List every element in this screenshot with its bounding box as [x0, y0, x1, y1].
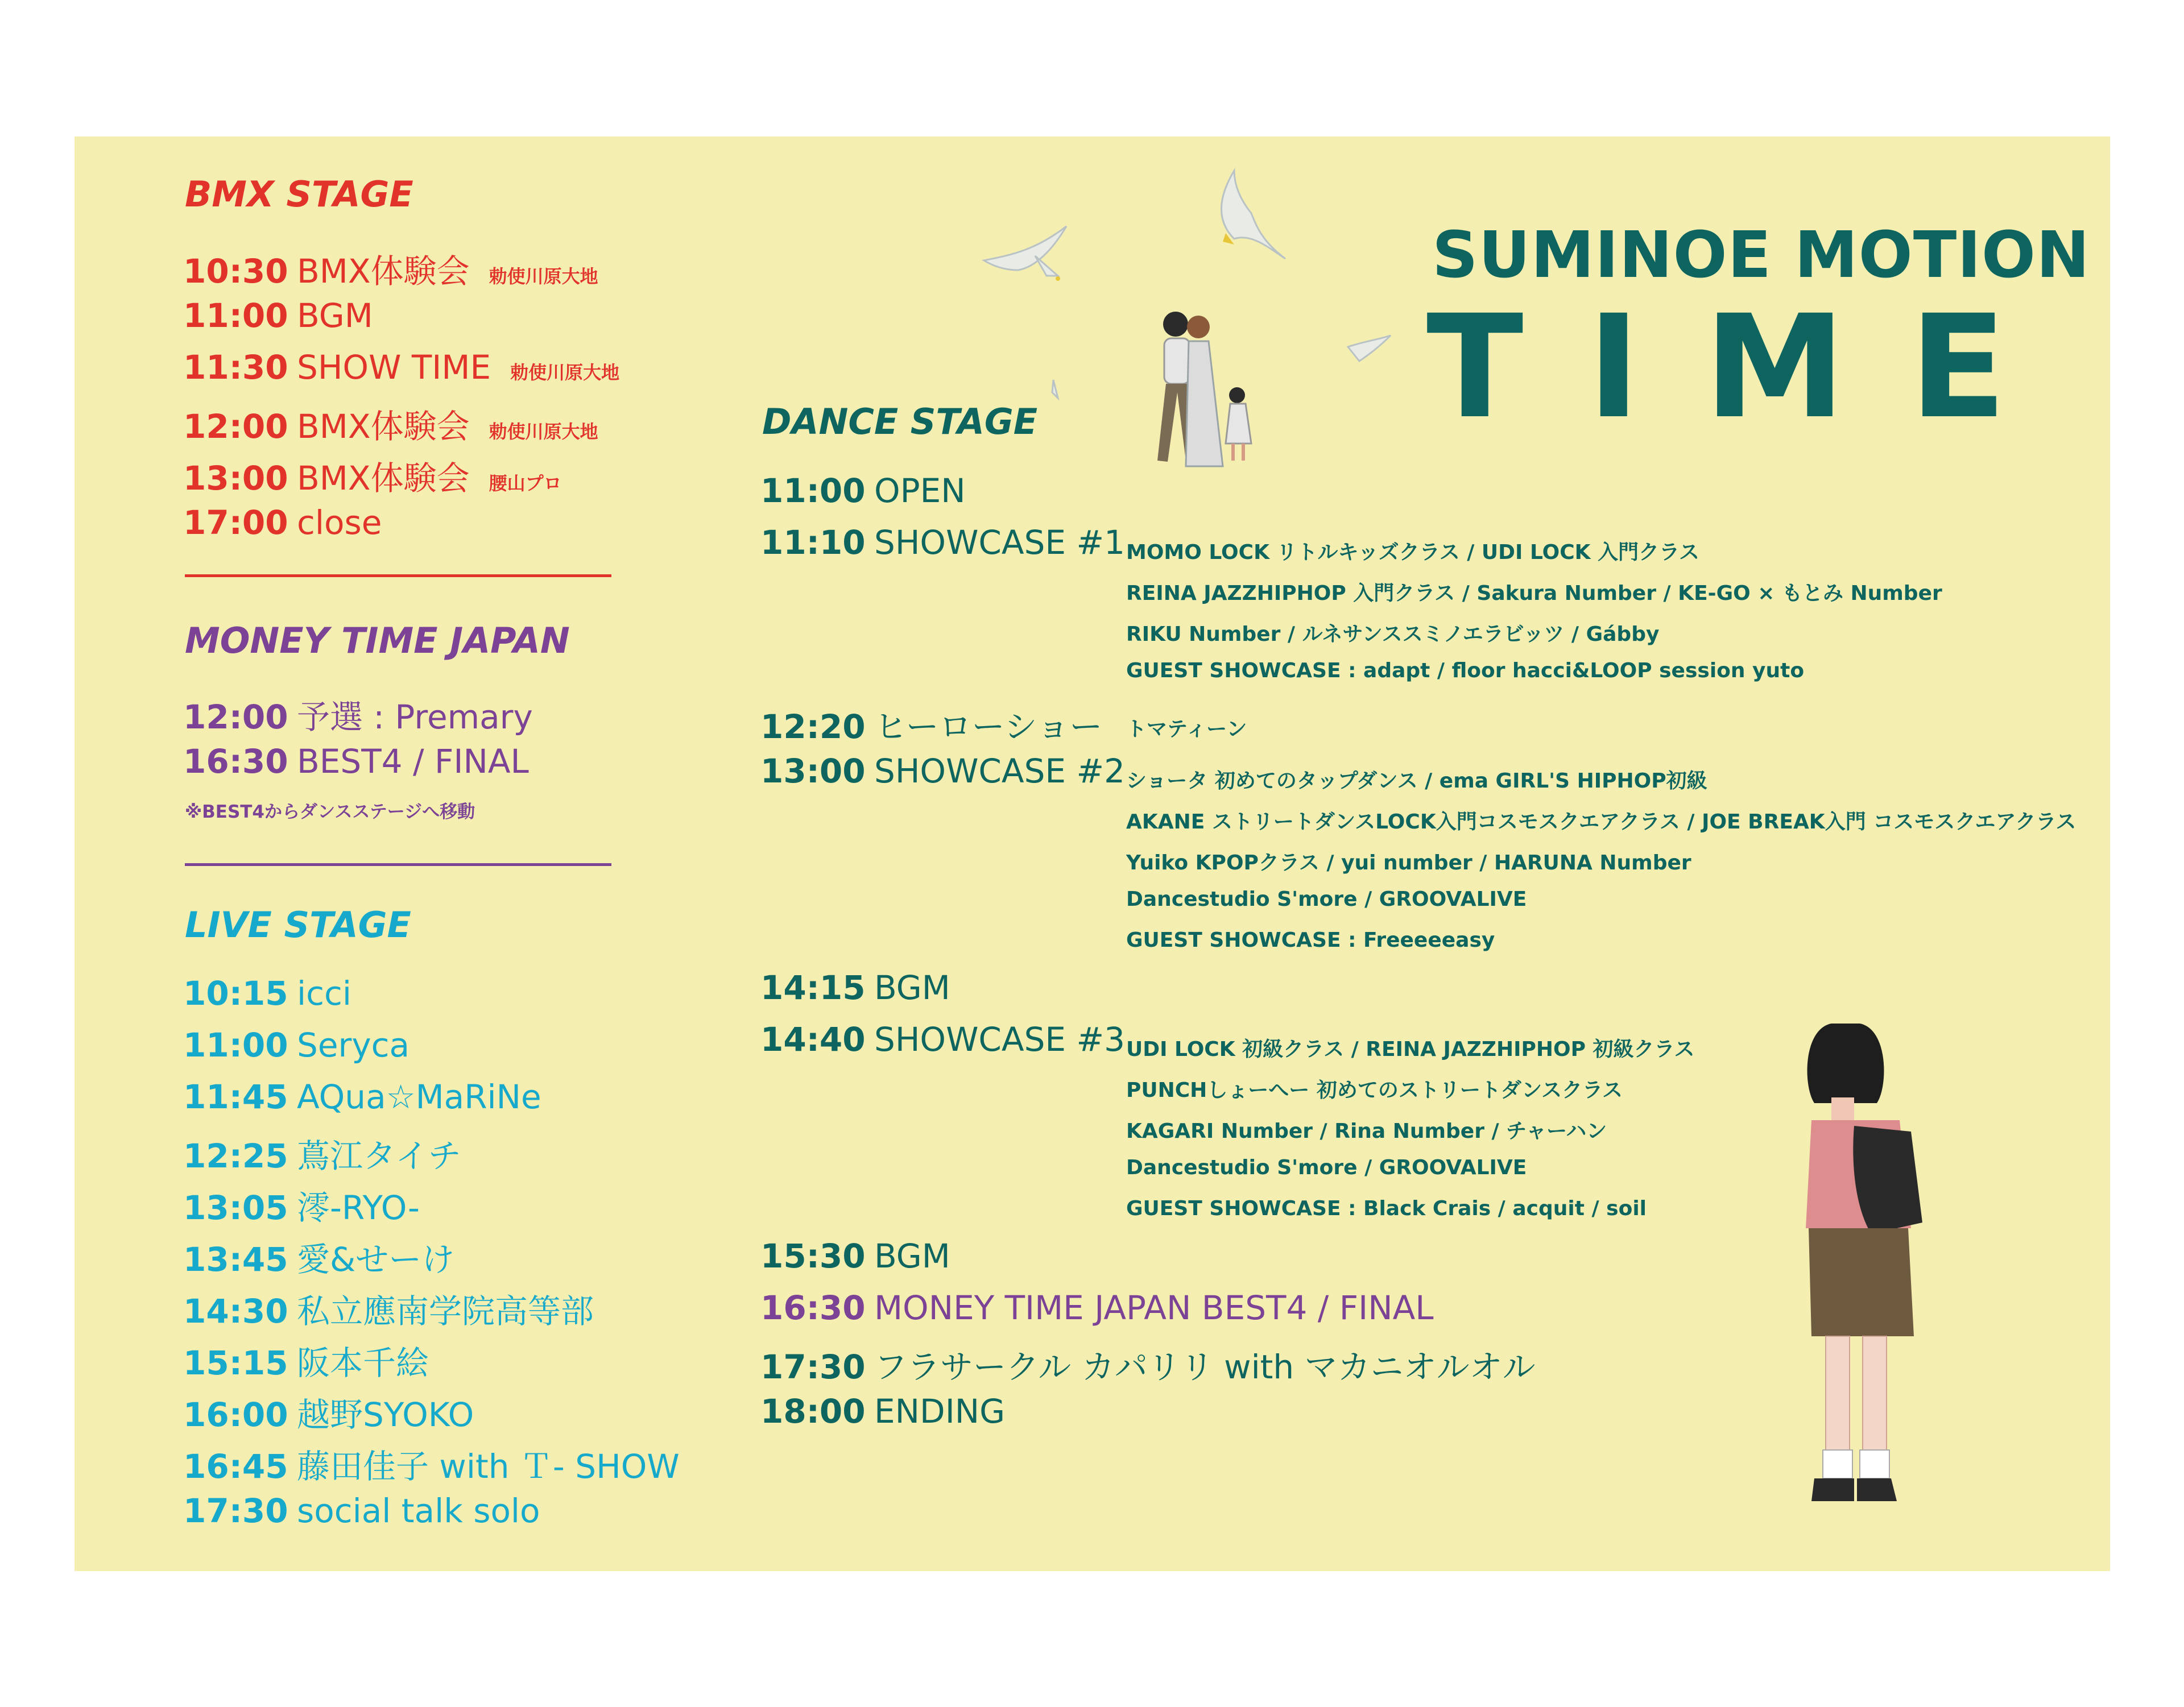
live-act: 藤田佳子 with Ｔ- SHOW: [297, 1447, 680, 1486]
live-row: [183, 1440, 680, 1488]
money-time: 16:30: [183, 742, 288, 781]
showcase3-detail: KAGARI Number / Rina Number / チャーハン: [1126, 1120, 1607, 1143]
bmx-row: [183, 451, 562, 499]
bmx-item: BMX体験会: [297, 459, 470, 498]
money-row: [183, 690, 533, 738]
dance-row: [760, 1237, 950, 1275]
girl-illustration: [1792, 1018, 1951, 1530]
dance-item: SHOWCASE #3: [874, 1020, 1126, 1059]
family-illustration: [1135, 307, 1271, 478]
showcase1-guest: GUEST SHOWCASE : adapt / floor hacci&LOOP session yuto: [1126, 659, 1805, 682]
bmx-row: [183, 348, 619, 387]
bmx-time: 13:00: [183, 459, 288, 498]
dance-time: 12:20: [760, 707, 866, 746]
dance-row-money-final: [760, 1288, 1434, 1327]
dance-time: 18:00: [760, 1392, 866, 1431]
time-letter-m: M: [1704, 284, 1846, 450]
dance-item: ENDING: [874, 1392, 1006, 1431]
live-act: 澪-RYO-: [297, 1188, 420, 1227]
bmx-row: [183, 296, 392, 335]
money-row: [183, 742, 529, 781]
live-time: 13:05: [183, 1188, 288, 1227]
money-item: BEST4 / FINAL: [297, 742, 529, 781]
dance-row: [760, 523, 1125, 562]
live-time: 11:00: [183, 1026, 288, 1064]
bird-icon: [1348, 335, 1391, 361]
showcase2-guest: GUEST SHOWCASE : Freeeeeasy: [1126, 929, 1495, 952]
bmx-item: BMX体験会: [297, 407, 470, 446]
live-row: [183, 1129, 461, 1177]
bmx-time: 11:00: [183, 296, 288, 335]
live-row: [183, 1026, 410, 1064]
bmx-item: SHOW TIME: [297, 348, 491, 387]
showcase2-detail: Dancestudio S'more / GROOVALIVE: [1126, 888, 1527, 911]
money-time-title: MONEY TIME JAPAN: [185, 620, 570, 661]
dance-row: [760, 1020, 1125, 1059]
dance-time: 17:30: [760, 1348, 866, 1386]
live-time: 12:25: [183, 1137, 288, 1175]
live-time: 16:45: [183, 1447, 288, 1486]
dance-item: BGM: [874, 1237, 950, 1275]
dance-time: 14:40: [760, 1020, 866, 1059]
dance-time: 16:30: [760, 1288, 866, 1327]
dance-row: [760, 968, 950, 1007]
showcase2-detail: AKANE ストリートダンスLOCK入門コスモスクエアクラス / JOE BREAK入門 コスモスクエアクラス: [1126, 810, 2077, 834]
dance-time: 11:10: [760, 523, 866, 562]
dance-time: 13:00: [760, 752, 866, 790]
bird-icon: [1052, 380, 1058, 398]
bmx-time: 17:00: [183, 503, 288, 542]
bmx-time: 12:00: [183, 407, 288, 446]
time-letter-t: T: [1426, 284, 1524, 450]
showcase1-detail: MOMO LOCK リトルキッズクラス / UDI LOCK 入門クラス: [1126, 541, 1699, 564]
bmx-row: [183, 245, 598, 292]
live-row: [183, 1336, 429, 1384]
showcase3-detail: UDI LOCK 初級クラス / REINA JAZZHIPHOP 初級クラス: [1126, 1038, 1695, 1061]
money-time: 12:00: [183, 698, 288, 736]
dance-time: 14:15: [760, 968, 866, 1007]
dance-item: SHOWCASE #1: [874, 523, 1126, 562]
live-act: 私立應南学院高等部: [297, 1292, 594, 1331]
live-time: 13:45: [183, 1240, 288, 1279]
money-item: 予選 : Premary: [297, 698, 533, 736]
bmx-venue: 腰山プロ: [489, 473, 562, 494]
live-act: Seryca: [297, 1026, 410, 1064]
dance-item: ヒーローショー: [874, 707, 1103, 746]
bmx-time: 10:30: [183, 252, 288, 291]
showcase2-detail: ショータ 初めてのタップダンス / ema GIRL'S HIPHOP初級: [1126, 769, 1707, 793]
live-row: [183, 1181, 420, 1229]
live-time: 10:15: [183, 974, 288, 1013]
bird-icon: [1222, 171, 1286, 259]
bmx-stage-title: BMX STAGE: [185, 173, 413, 215]
dance-item: BGM: [874, 968, 950, 1007]
showcase1-detail: REINA JAZZHIPHOP 入門クラス / Sakura Number / KE-GO × もとみ Number: [1126, 582, 1942, 605]
bmx-item: BGM: [297, 296, 373, 335]
dance-stage-title: DANCE STAGE: [762, 401, 1038, 442]
bird-icon: [984, 226, 1066, 281]
dance-row: [760, 700, 1102, 748]
time-heading: [1426, 284, 2007, 450]
bmx-row: [183, 400, 598, 448]
live-act: 蔦江タイチ: [297, 1137, 461, 1175]
bmx-time: 11:30: [183, 348, 288, 387]
live-time: 15:15: [183, 1344, 288, 1382]
live-row: [183, 974, 351, 1013]
dance-item: SHOWCASE #2: [874, 752, 1126, 790]
divider-red: [185, 574, 611, 577]
showcase3-detail: Dancestudio S'more / GROOVALIVE: [1126, 1156, 1527, 1179]
live-time: 14:30: [183, 1292, 288, 1331]
hero-show-aside: トマティーン: [1126, 718, 1247, 741]
dance-time: 11:00: [760, 471, 866, 510]
live-act: icci: [297, 974, 352, 1013]
dance-time: 15:30: [760, 1237, 866, 1275]
dance-row: [760, 1392, 1005, 1431]
live-act: 愛&せーけ: [297, 1240, 455, 1279]
dance-row: [760, 471, 966, 510]
showcase2-detail: Yuiko KPOPクラス / yui number / HARUNA Number: [1126, 851, 1691, 875]
dance-item: フラサークル カパリリ with マカニオルオル: [874, 1348, 1536, 1386]
live-stage-title: LIVE STAGE: [185, 904, 411, 946]
showcase3-detail: PUNCHしょーへー 初めてのストリートダンスクラス: [1126, 1079, 1623, 1102]
live-act: 阪本千絵: [297, 1344, 429, 1382]
dance-row: [760, 1340, 1536, 1388]
live-time: 11:45: [183, 1078, 288, 1116]
bmx-item: close: [297, 503, 382, 542]
dance-row: [760, 752, 1125, 790]
live-time: 16:00: [183, 1395, 288, 1434]
event-title: SUMINOE MOTION: [1432, 218, 2090, 292]
live-time: 17:30: [183, 1491, 288, 1530]
bmx-row: [183, 503, 401, 542]
live-act: AQua☆MaRiNe: [297, 1078, 541, 1116]
live-act: 越野SYOKO: [297, 1395, 474, 1434]
live-row: [183, 1388, 474, 1436]
bmx-venue: 勅使川原大地: [510, 362, 620, 383]
showcase3-guest: GUEST SHOWCASE : Black Crais / acquit / soil: [1126, 1197, 1647, 1220]
bmx-item: BMX体験会: [297, 252, 470, 291]
bmx-venue: 勅使川原大地: [489, 266, 598, 287]
dance-item: MONEY TIME JAPAN BEST4 / FINAL: [874, 1288, 1434, 1327]
live-act: social talk solo: [297, 1491, 540, 1530]
bmx-venue: 勅使川原大地: [489, 421, 598, 442]
live-row: [183, 1078, 541, 1116]
live-row: [183, 1491, 540, 1530]
showcase1-detail: RIKU Number / ルネサンススミノエラビッツ / Gábby: [1126, 623, 1660, 646]
live-row: [183, 1233, 454, 1281]
live-row: [183, 1285, 594, 1332]
dance-item: OPEN: [874, 471, 966, 510]
time-letter-e: E: [1909, 284, 2007, 450]
time-letter-i: I: [1587, 284, 1640, 450]
divider-purple: [185, 863, 611, 866]
money-note: ※BEST4からダンスステージへ移動: [185, 802, 475, 822]
